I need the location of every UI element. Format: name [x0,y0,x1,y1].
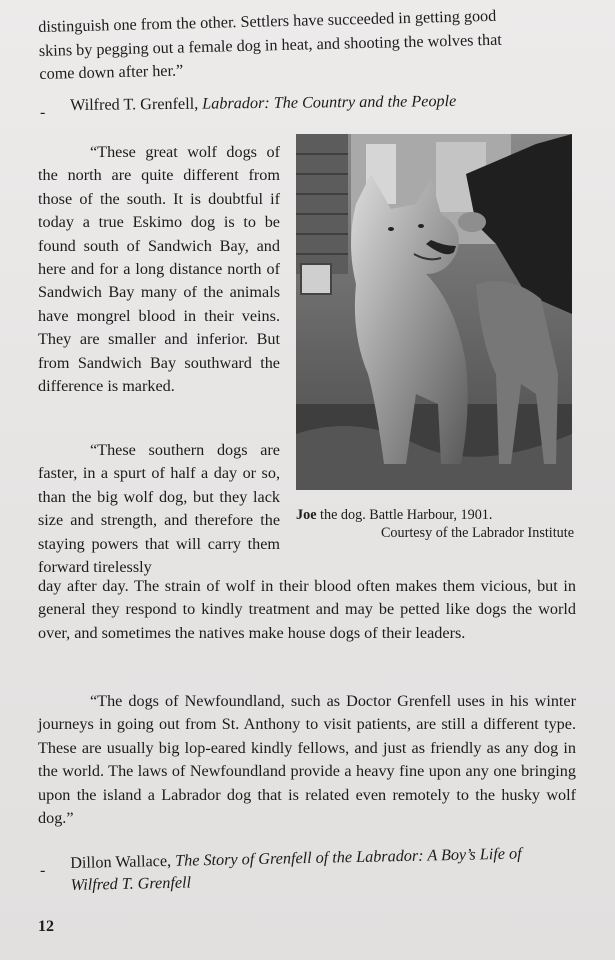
attribution-1-title: Labrador: The Country and the People [202,91,457,113]
top-quote-line-2: skins by pegging out a female dog in heat, and shooting the wolves that [38,30,502,60]
attribution-dash-2: - [40,862,46,879]
attribution-2-title-line-2: Wilfred T. Grenfell [70,873,192,894]
left-column-paragraph-2: “These southern dogs are faster, in a spurt of half a day or so, than the big wolf dog, but they lack size and strength, and therefore the staying powers that will carry them forward tirelessly [38,441,280,577]
attribution-1-author: Wilfred T. Grenfell, [69,94,199,115]
caption-text: the dog. Battle Harbour, 1901. [316,507,493,523]
top-quote-line-3: come down after her.” [39,61,184,83]
attribution-2 [70,841,581,896]
top-quote [38,3,580,87]
page-number: 12 [38,918,54,935]
continuation-paragraph: day after day. The strain of wolf in their blood often makes them vicious, but in general they respond to kindly treatment and may be petted like dogs the world over, and sometimes the natives make house dogs of their leaders. [38,577,576,642]
attribution-2-title-line-1: The Story of Grenfell of the Labrador: A Boy’s Life of [174,844,522,870]
dog-photo [296,134,572,490]
newfoundland-paragraph: “The dogs of Newfoundland, such as Doctor Grenfell uses in his winter journeys in going out from St. Anthony to visit patients, are still a different type. These are usually big lop-eared kindly fellows, and just as friendly as any dog in the world. The laws of Newfoundland provide a heavy fine upon any one bringing upon the island a Labrador dog that is related even remotely to the husky wolf dog.” [38,692,576,828]
attribution-2-author: Dillon Wallace, [70,851,172,872]
attribution-dash-1: - [40,104,46,121]
caption-name: Joe [296,507,317,523]
attribution-1 [70,90,457,116]
photo-caption [296,506,576,542]
top-quote-line-1: distinguish one from the other. Settlers have succeeded in getting good [38,6,497,36]
left-column-paragraph-1: “These great wolf dogs of the north are quite different from those of the south. It is doubtful if today a true Eskimo dog is to be found south of Sandwich Bay, and here and for a long distance north of Sandwich Bay many of the animals have mongrel blood in their veins. They are smaller and inferior. But from Sandwich Bay southward the difference is marked. [38,143,280,396]
caption-credit: Courtesy of the Labrador Institute [380,525,574,541]
